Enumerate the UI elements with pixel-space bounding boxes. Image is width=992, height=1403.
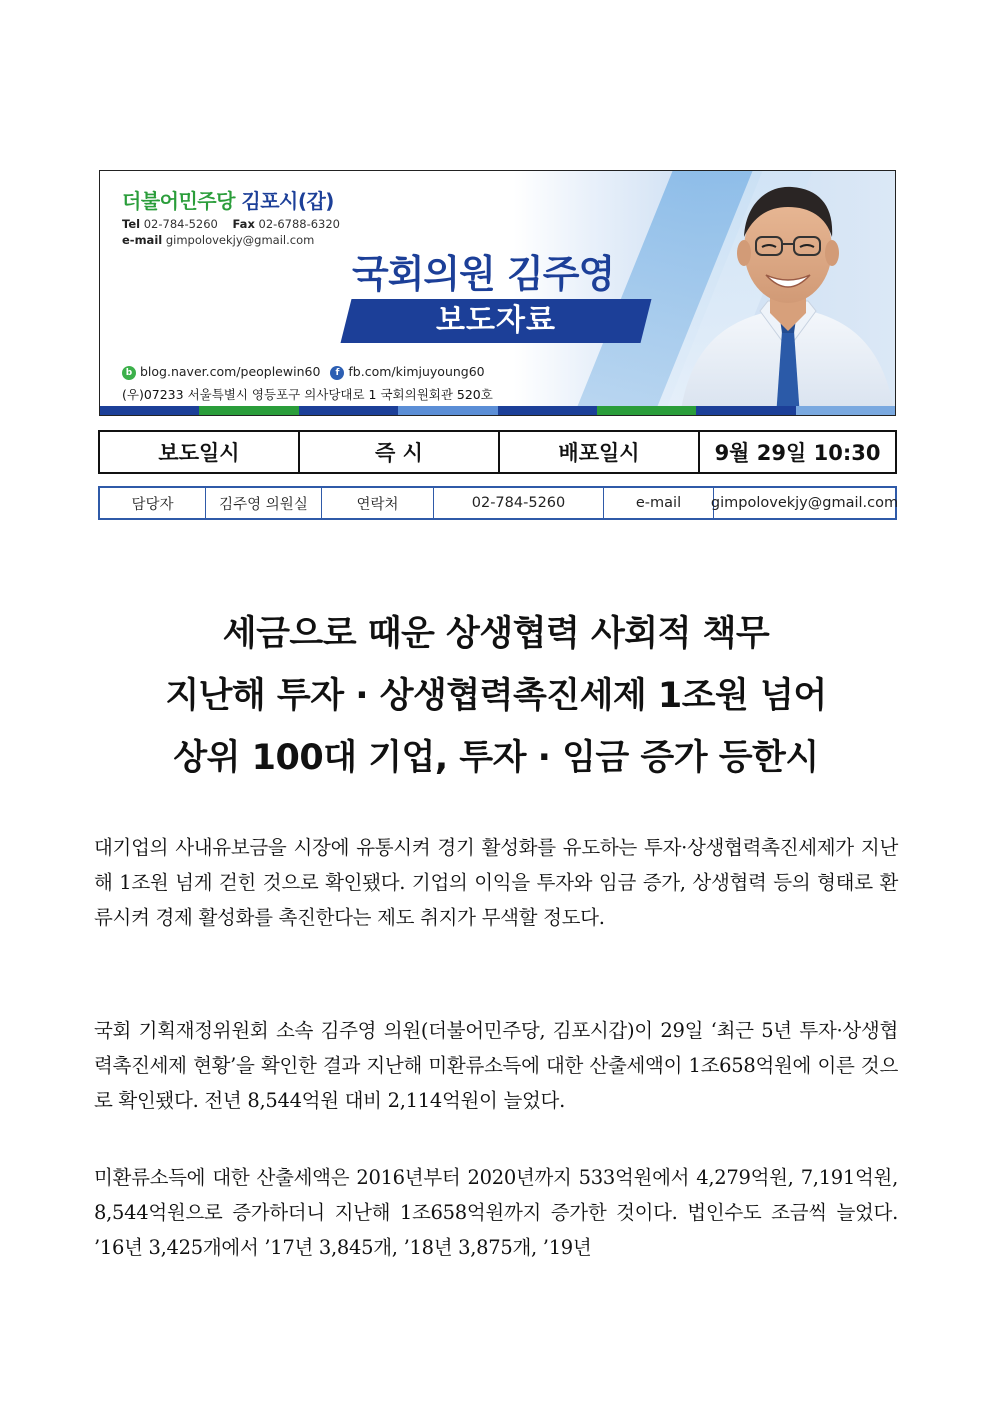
blog-icon: b (122, 366, 136, 380)
facebook-link[interactable] (330, 364, 484, 380)
press-label: 보도자료 (436, 303, 556, 338)
distribution-time-label: 배포일시 (500, 432, 700, 472)
headline-line-3: 상위 100대 기업, 투자 · 임금 증가 등한시 (173, 738, 819, 778)
member-portrait (660, 171, 895, 416)
member-title: 국회의원 김주영 (352, 252, 615, 296)
body-paragraph-1: 대기업의 사내유보금을 시장에 유통시켜 경기 활성화를 유도하는 투자·상생협력촉진세제가 지난해 1조원 넘게 걷힌 것으로 확인됐다. 기업의 이익을 투자와 임금 증가, 상생협력 등의 형태로 환류시켜 경제 활성화를 촉진한다는 제도 취지가 무색할 정도다. (94, 836, 898, 929)
headline-line-1: 세금으로 때운 상생협력 사회적 책무 (222, 614, 770, 654)
contact-person-label: 담당자 (100, 488, 206, 518)
party-region: 김포시(갑) (241, 189, 334, 213)
release-time-label: 보도일시 (100, 432, 300, 472)
contact-person-value: 김주영 의원실 (206, 488, 322, 518)
email-label: e-mail (122, 233, 163, 247)
release-time-value: 즉 시 (300, 432, 500, 472)
facebook-icon: f (330, 366, 344, 380)
banner-phone-line (122, 217, 340, 231)
headline-line-2: 지난해 투자 · 상생협력촉진세제 1조원 넘어 (165, 676, 827, 716)
contact-phone-label: 연락처 (322, 488, 434, 518)
office-address: (우)07233 서울특별시 영등포구 의사당대로 1 국회의원회관 520호 (122, 387, 493, 402)
press-banner (99, 170, 896, 416)
fax-value: 02-6788-6320 (258, 217, 340, 231)
contact-email-label: e-mail (604, 488, 714, 518)
party-name (122, 185, 334, 214)
tel-label: Tel (122, 217, 141, 231)
banner-email-line (122, 233, 314, 247)
contact-phone-value: 02-784-5260 (434, 488, 604, 518)
distribution-time-value: 9월 29일 10:30 (714, 441, 881, 465)
body-paragraph-3: 미환류소득에 대한 산출세액은 2016년부터 2020년까지 533억원에서 4,279억원, 7,191억원, 8,544억원으로 증가하더니 지난해 1조658억원까지 증가한 것이다. 법인수도 조금씩 늘었다. ’16년 3,425개에서 ’17년 3,845개, ’18년 3,875개, ’19년 (94, 1166, 898, 1259)
facebook-url: fb.com/kimjuyoung60 (348, 364, 485, 379)
party-prefix: 더불어민주당 (122, 189, 235, 213)
social-links (122, 364, 485, 380)
blog-url: blog.naver.com/peoplewin60 (140, 364, 321, 379)
tel-value: 02-784-5260 (143, 217, 218, 231)
email-value: gimpolovekjy@gmail.com (165, 233, 315, 247)
banner-stripe (100, 406, 895, 415)
contact-table (98, 486, 897, 520)
release-info-table (98, 430, 897, 474)
contact-email-value[interactable]: gimpolovekjy@gmail.com (710, 495, 899, 511)
body-paragraph-2: 국회 기획재정위원회 소속 김주영 의원(더불어민주당, 김포시갑)이 29일 ‘최근 5년 투자·상생협력촉진세제 현황’을 확인한 결과 지난해 미환류소득에 대한 산출세액이 1조658억원에 이른 것으로 확인됐다. 전년 8,544억원 대비 2,114억원이 늘었다. (94, 1019, 898, 1112)
blog-link[interactable] (122, 364, 320, 380)
fax-label: Fax (232, 217, 255, 231)
